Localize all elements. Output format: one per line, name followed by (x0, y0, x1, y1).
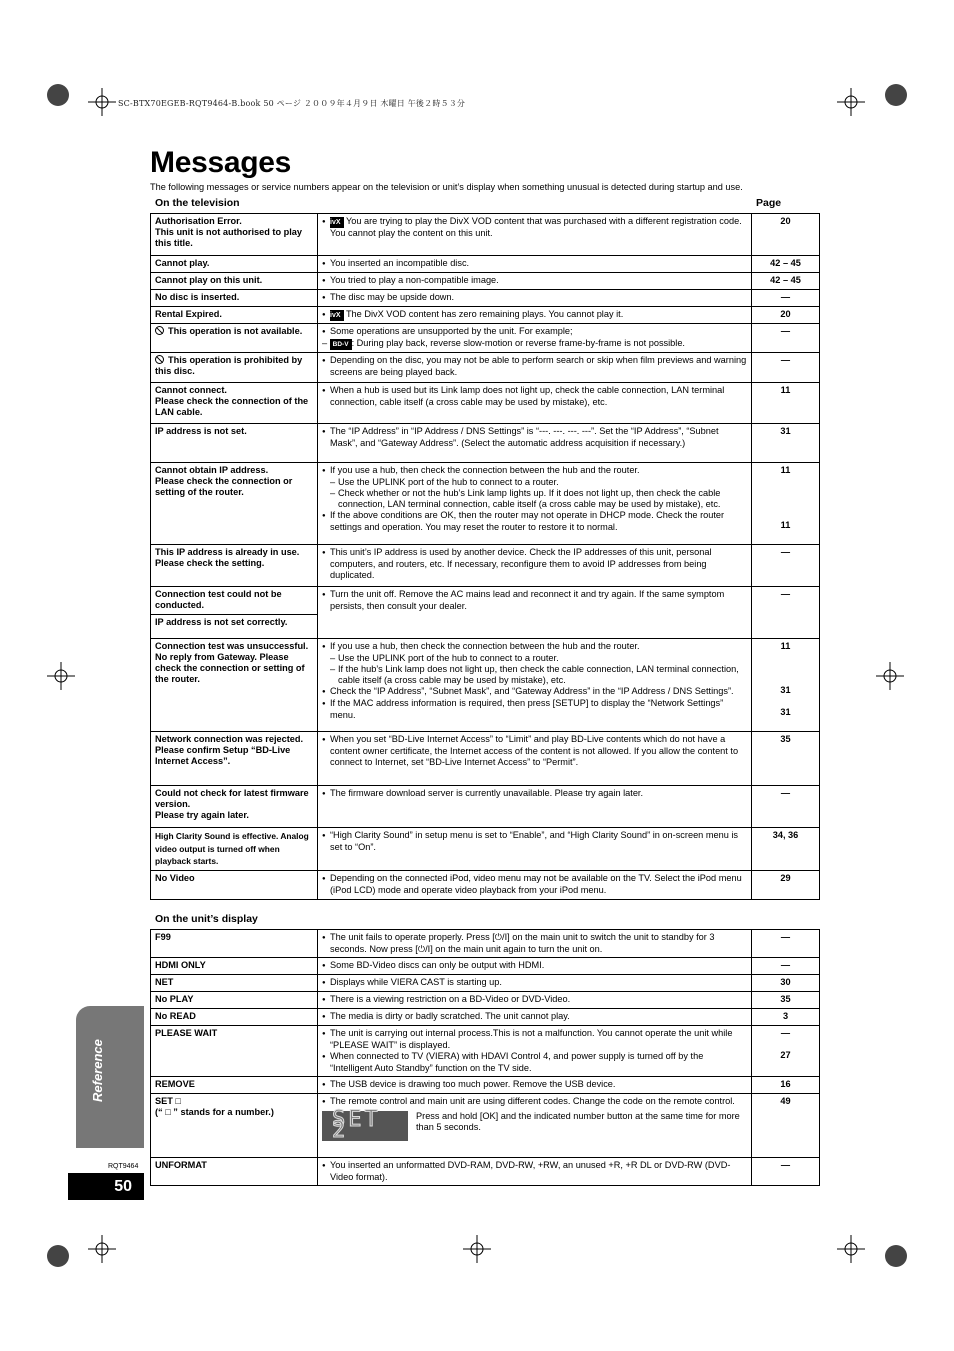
message-cell (151, 545, 318, 587)
crosshair-mark (88, 88, 116, 116)
registration-mark (885, 84, 907, 106)
message-text: No READ (155, 1011, 196, 1021)
no-entry-icon (155, 326, 164, 335)
description-cell (318, 1158, 752, 1186)
message-cell (151, 1094, 318, 1158)
page-reference: 27 (780, 1050, 791, 1060)
message-text: Could not check for latest firmware version. (155, 788, 309, 809)
description-text: If you use a hub, then check the connection between the hub and the router. (330, 465, 640, 475)
message-text: Cannot play on this unit. (155, 275, 263, 285)
page-reference: 35 (780, 734, 791, 744)
page-reference (756, 487, 815, 498)
message-cell (151, 958, 318, 975)
description-text: Use the UPLINK port of the hub to connect to a router. (338, 477, 559, 487)
page-ref-cell (752, 992, 820, 1009)
message-cell (151, 1009, 318, 1026)
description-cell (318, 786, 752, 828)
page-reference: 34, 36 (772, 830, 799, 840)
description-text: : During play back, reverse slow-motion or reverse frame-by-frame is not possible. (351, 338, 685, 348)
message-cell (151, 870, 318, 899)
registration-mark (885, 1245, 907, 1267)
page-reference: 20 (780, 309, 791, 319)
page-ref-cell (752, 828, 820, 871)
page-reference: 42 – 45 (770, 275, 801, 285)
description-text: The disc may be upside down. (330, 292, 455, 302)
description-line (322, 510, 747, 533)
page-ref-cell (752, 290, 820, 307)
description-line (322, 1160, 747, 1183)
message-cell (151, 214, 318, 256)
message-cell (151, 615, 318, 639)
description-text: When connected to TV (VIERA) with HDAVI Control 4, and power supply is turned off by the “Intelligent Auto Standby” function on the TV side. (330, 1051, 704, 1073)
message-row (151, 870, 820, 899)
document-code: RQT9464 (108, 1163, 139, 1170)
message-cell (151, 930, 318, 958)
message-cell (151, 732, 318, 786)
message-text: No Video (155, 872, 195, 883)
description-text: Check whether or not the hub’s Link lamp lights up. If it does not light up, then check the cable connection, LAN terminal connection, cable itself (a cross cable may be used by mistake), etc. (338, 488, 721, 509)
crosshair-mark (837, 88, 865, 116)
message-cell (151, 828, 318, 871)
description-cell (318, 214, 752, 256)
description-line (322, 465, 747, 477)
message-row (151, 545, 820, 587)
page-reference: 16 (780, 1079, 791, 1089)
page-ref-cell (752, 463, 820, 545)
description-line (322, 734, 747, 768)
divx-badge-icon: DivX (330, 217, 344, 228)
message-text: IP address is not set. (155, 426, 247, 436)
message-row (151, 1009, 820, 1026)
description-line (322, 547, 747, 581)
description-text: Depending on the connected iPod, video menu may not be available on the TV. Select the iPod menu (iPod LCD) mode and operate video playback from your iPod menu. (330, 872, 742, 895)
description-line (322, 426, 747, 449)
message-row (151, 424, 820, 463)
page-reference: 20 (780, 216, 791, 226)
description-line (322, 338, 747, 350)
description-cell (318, 307, 752, 324)
page-reference (756, 498, 815, 509)
page-reference: 49 (780, 1096, 791, 1106)
description-text: If the MAC address information is required, then press [SETUP] to display the “Network Settings” menu. (330, 698, 724, 720)
page-reference: 31 (780, 707, 791, 717)
page-ref-cell (752, 786, 820, 828)
description-line (322, 641, 747, 653)
description-line (322, 326, 747, 338)
message-row (151, 1077, 820, 1094)
page-ref-cell (752, 273, 820, 290)
message-row (151, 1094, 820, 1158)
message-cell (151, 1077, 318, 1094)
description-line (322, 932, 747, 955)
message-row (151, 1158, 820, 1186)
lcd-display-image (322, 1107, 408, 1143)
message-cell (151, 975, 318, 992)
description-cell (318, 324, 752, 353)
crosshair-mark (47, 662, 75, 690)
page-ref-cell (752, 1077, 820, 1094)
message-row (151, 992, 820, 1009)
description-text: If you use a hub, then check the connection between the hub and the router. (330, 641, 640, 651)
message-text: PLEASE WAIT (155, 1028, 218, 1038)
divx-badge-icon: DivX (330, 310, 344, 321)
message-text: High Clarity Sound is effective. Analog video output is turned off when playback starts. (155, 831, 309, 866)
side-tab-label: Reference (90, 1039, 105, 1102)
page-ref-cell (752, 353, 820, 383)
message-text: Please check the setting. (155, 558, 265, 568)
message-text: No PLAY (155, 994, 194, 1004)
message-row (151, 786, 820, 828)
description-line (322, 292, 747, 304)
set-code-text: Press and hold [OK] and the indicated number button at the same time for more than 5 seconds. (416, 1111, 740, 1132)
description-cell (318, 930, 752, 958)
description-text: Check the “IP Address”, “Subnet Mask”, and “Gateway Address” in the “IP Address / DNS Settings”. (330, 686, 734, 696)
description-text: The remote control and main unit are using different codes. Change the code on the remote control. (330, 1096, 735, 1106)
page-ref-cell (752, 639, 820, 732)
description-line (322, 1079, 747, 1091)
message-text: Cannot play. (155, 258, 210, 268)
unit-section-heading: On the unit’s display (155, 913, 258, 925)
message-row (151, 463, 820, 545)
message-cell (151, 424, 318, 463)
page-reference: — (780, 326, 791, 336)
description-text: Depending on the disc, you may not be able to perform search or skip when film previews and warning screens are being played back. (330, 355, 747, 377)
crosshair-mark (88, 1235, 116, 1263)
message-text: NET (155, 977, 174, 987)
message-text: Please check the connection of the LAN cable. (155, 396, 309, 417)
description-line (322, 830, 747, 853)
message-text: (“ □ ” stands for a number.) (155, 1107, 274, 1117)
message-cell (151, 992, 318, 1009)
description-text: The unit fails to operate properly. Press [⏻/I] on the main unit to switch the unit to standby for 3 seconds. Now press [⏻/I] on the main unit again to turn the unit on. (330, 932, 715, 954)
description-text: You tried to play a non-compatible image. (330, 275, 499, 285)
page-ref-cell (752, 256, 820, 273)
description-text: The media is dirty or badly scratched. The unit cannot play. (330, 1011, 570, 1021)
description-text: Use the UPLINK port of the hub to connect to a router. (338, 653, 559, 663)
message-cell (151, 273, 318, 290)
message-row (151, 256, 820, 273)
description-line (322, 477, 747, 488)
page-reference (756, 663, 815, 674)
page-ref-cell (752, 1094, 820, 1158)
description-cell (318, 992, 752, 1009)
description-cell (318, 732, 752, 786)
page-reference: — (780, 292, 791, 302)
message-text: Please confirm Setup “BD-Live Internet Access”. (155, 745, 291, 766)
page-reference: 42 – 45 (770, 258, 801, 268)
page-ref-cell (752, 1009, 820, 1026)
page-reference (756, 1039, 815, 1050)
description-line (322, 686, 747, 698)
page-reference: 11 (780, 385, 791, 395)
page-reference: 29 (780, 872, 791, 883)
description-line (322, 589, 747, 612)
message-text: This IP address is already in use. (155, 547, 300, 557)
description-cell (318, 545, 752, 587)
lcd-text: SET 2 (332, 1107, 381, 1143)
description-line (322, 1028, 747, 1051)
description-cell (318, 639, 752, 732)
message-text: Connection test was unsuccessful. No reply from Gateway. Please check the connection or setting of the router. (155, 641, 309, 684)
page-reference: 11 (780, 641, 791, 651)
message-row (151, 639, 820, 732)
message-text: HDMI ONLY (155, 960, 206, 970)
page-reference: 35 (780, 994, 791, 1004)
description-text: The USB device is drawing too much power. Remove the USB device. (330, 1079, 616, 1089)
page-reference: 3 (782, 1011, 789, 1021)
registration-mark (47, 84, 69, 106)
message-cell (151, 639, 318, 732)
message-text: Connection test could not be conducted. (155, 589, 282, 610)
page-reference (756, 674, 815, 685)
description-line (322, 1096, 747, 1108)
page-ref-cell (752, 1158, 820, 1186)
description-cell (318, 1026, 752, 1077)
description-line (322, 698, 747, 721)
message-text: Please try again later. (155, 810, 249, 820)
page-ref-cell (752, 214, 820, 256)
description-text: This unit’s IP address is used by another device. Check the IP addresses of this unit, personal computers, and routers, etc. If necessary, reconfigure them to avoid IP addresses from being duplicated. (330, 547, 712, 580)
page-ref-cell (752, 958, 820, 975)
description-cell (318, 463, 752, 545)
page-reference: 11 (780, 465, 791, 475)
description-cell (318, 828, 752, 871)
message-text: No disc is inserted. (155, 292, 240, 302)
description-text: If the hub’s Link lamp does not light up, then check the cable connection, LAN terminal connection, cable itself (a cross cable may be used by mistake), etc. (338, 664, 739, 685)
description-cell (318, 587, 752, 639)
description-line (322, 216, 747, 239)
message-row (151, 307, 820, 324)
description-cell (318, 1077, 752, 1094)
page-column-heading: Page (756, 197, 782, 209)
page-ref-cell (752, 587, 820, 639)
page-ref-cell (752, 424, 820, 463)
description-line (322, 385, 747, 408)
description-text: If the above conditions are OK, then the router may not operate in DHCP mode. Check the router settings and operation. You may reset the router to restore it to normal. (330, 510, 725, 532)
description-line (322, 1011, 747, 1023)
description-cell (318, 353, 752, 383)
message-cell (151, 256, 318, 273)
message-row (151, 383, 820, 424)
page-reference (756, 696, 815, 707)
message-row (151, 214, 820, 256)
message-row (151, 353, 820, 383)
page-reference: 11 (780, 520, 791, 530)
description-line (322, 960, 747, 972)
message-cell (151, 463, 318, 545)
page-reference: 31 (780, 685, 791, 695)
message-text: Cannot connect. (155, 385, 227, 395)
message-text: F99 (155, 932, 171, 942)
page-ref-cell (752, 930, 820, 958)
description-cell (318, 273, 752, 290)
description-text: The DivX VOD content has zero remaining plays. You cannot play it. (343, 309, 624, 319)
message-cell (151, 1026, 318, 1077)
description-line (322, 873, 747, 896)
description-text: The firmware download server is currently unavailable. Please try again later. (330, 788, 644, 798)
message-text: UNFORMAT (155, 1160, 207, 1170)
page-title: Messages (150, 146, 292, 179)
description-cell (318, 870, 752, 899)
description-text: You inserted an unformatted DVD-RAM, DVD-RW, +RW, an unused +R, +R DL or DVD-RW (DVD-Video format). (330, 1160, 731, 1182)
description-line (322, 788, 747, 800)
message-row (151, 324, 820, 353)
page-ref-cell (752, 383, 820, 424)
description-cell (318, 290, 752, 307)
message-text: This operation is not available. (168, 326, 303, 336)
description-line (322, 994, 747, 1006)
page-reference: — (780, 788, 791, 798)
description-line (322, 355, 747, 378)
description-text: You inserted an incompatible disc. (330, 258, 470, 268)
message-text: This operation is prohibited by this disc. (155, 355, 303, 376)
tv-section-heading: On the television (155, 197, 240, 209)
print-header-line: SC-BTX70EGEB-RQT9464-B.book 50 ページ ２００９年４月９日 木曜日 午後２時５３分 (118, 99, 466, 108)
message-cell (151, 786, 318, 828)
page-ref-cell (752, 1026, 820, 1077)
page-reference: — (780, 547, 791, 557)
description-text: Turn the unit off. Remove the AC mains lead and reconnect it and try again. If the same symptom persists, then consult your dealer. (330, 589, 725, 611)
message-cell (151, 587, 318, 615)
message-text: IP address is not set correctly. (155, 617, 288, 627)
page-ref-cell (752, 545, 820, 587)
description-text: The unit is carrying out internal process.This is not a malfunction. You cannot operate the unit while “PLEASE WAIT” is displayed. (330, 1028, 733, 1050)
description-text: Some operations are unsupported by the unit. For example; (330, 326, 573, 336)
message-cell (151, 307, 318, 324)
message-row (151, 828, 820, 871)
message-text: SET □ (155, 1096, 181, 1106)
page-ref-cell (752, 975, 820, 992)
page-ref-cell (752, 307, 820, 324)
set-code-instruction (322, 1107, 747, 1143)
message-cell (151, 290, 318, 307)
message-text: REMOVE (155, 1079, 195, 1089)
message-cell (151, 324, 318, 353)
description-line (322, 664, 747, 686)
description-line (322, 488, 747, 510)
page-reference: — (780, 1160, 791, 1170)
message-cell (151, 1158, 318, 1186)
dash-glyph: – (322, 338, 330, 348)
message-row (151, 1026, 820, 1077)
crosshair-mark (463, 1235, 491, 1263)
message-text: This unit is not authorised to play this title. (155, 227, 303, 248)
description-text: You are trying to play the DivX VOD content that was purchased with a different registration code. You cannot play the content on this unit. (330, 216, 742, 238)
description-cell (318, 1094, 752, 1158)
page-reference: — (780, 589, 791, 599)
message-text: Please check the connection or setting of the router. (155, 476, 293, 497)
message-row (151, 290, 820, 307)
message-row (151, 587, 820, 615)
message-text: Cannot obtain IP address. (155, 465, 269, 475)
page-reference: 31 (780, 426, 791, 436)
description-line (322, 653, 747, 664)
description-text: Displays while VIERA CAST is starting up. (330, 977, 502, 987)
registration-mark (47, 1245, 69, 1267)
page-reference: 30 (780, 977, 791, 987)
message-text: Network connection was rejected. (155, 734, 304, 744)
message-row (151, 930, 820, 958)
message-cell (151, 353, 318, 383)
page-reference: — (780, 960, 791, 970)
description-text: The “IP Address” in “IP Address / DNS Settings” is “---. ---. ---. ---”. Set the “IP Address”, “Subnet Mask”, and “Gateway Address”. (Select the automatic address acquisition if necessary.) (330, 426, 719, 448)
description-cell (318, 256, 752, 273)
message-cell (151, 383, 318, 424)
description-cell (318, 424, 752, 463)
page-reference: — (780, 1028, 791, 1038)
tv-messages-table (150, 213, 820, 900)
description-line (322, 977, 747, 989)
description-line (322, 1051, 747, 1074)
page-reference: — (780, 355, 791, 365)
page-ref-cell (752, 324, 820, 353)
intro-text: The following messages or service numbers appear on the television or unit’s display when something unusual is detected during startup and use. (150, 182, 743, 192)
crosshair-mark (876, 662, 904, 690)
description-text: When a hub is used but its Link lamp does not light up, check the cable connection, LAN terminal connection, cable itself (a cross cable may be used by mistake), etc. (330, 385, 725, 407)
description-line (322, 258, 747, 270)
page-ref-cell (752, 870, 820, 899)
description-cell (318, 1009, 752, 1026)
description-cell (318, 958, 752, 975)
reference-side-tab (76, 1006, 144, 1148)
page-number: 50 (68, 1173, 144, 1200)
description-text: When you set “BD-Live Internet Access” to “Limit” and play BD-Live contents which do not have a content owner certificate, the Internet access of the content is not allowed. If you allow the content to connect to Internet, set “BD-Live Internet Access” to “Permit”. (330, 734, 739, 767)
message-row (151, 958, 820, 975)
description-text: “High Clarity Sound” in setup menu is set to “Enable”, and “High Clarity Sound” in on-screen menu is set to “On”. (330, 830, 739, 852)
page-reference (756, 652, 815, 663)
no-entry-icon (155, 355, 164, 364)
description-cell (318, 383, 752, 424)
page-reference (756, 509, 815, 520)
description-line (322, 275, 747, 287)
message-row (151, 273, 820, 290)
unit-display-messages-table (150, 929, 820, 1186)
description-text: Some BD-Video discs can only be output with HDMI. (330, 960, 545, 970)
page-reference (756, 476, 815, 487)
message-text: Rental Expired. (155, 309, 222, 319)
page-reference: — (780, 932, 791, 942)
message-text: Authorisation Error. (155, 216, 242, 226)
bd-v-badge-icon: BD-V (330, 339, 352, 350)
description-text: There is a viewing restriction on a BD-Video or DVD-Video. (330, 994, 571, 1004)
page-ref-cell (752, 732, 820, 786)
description-line (322, 309, 747, 321)
crosshair-mark (837, 1235, 865, 1263)
message-row (151, 732, 820, 786)
message-row (151, 975, 820, 992)
description-cell (318, 975, 752, 992)
